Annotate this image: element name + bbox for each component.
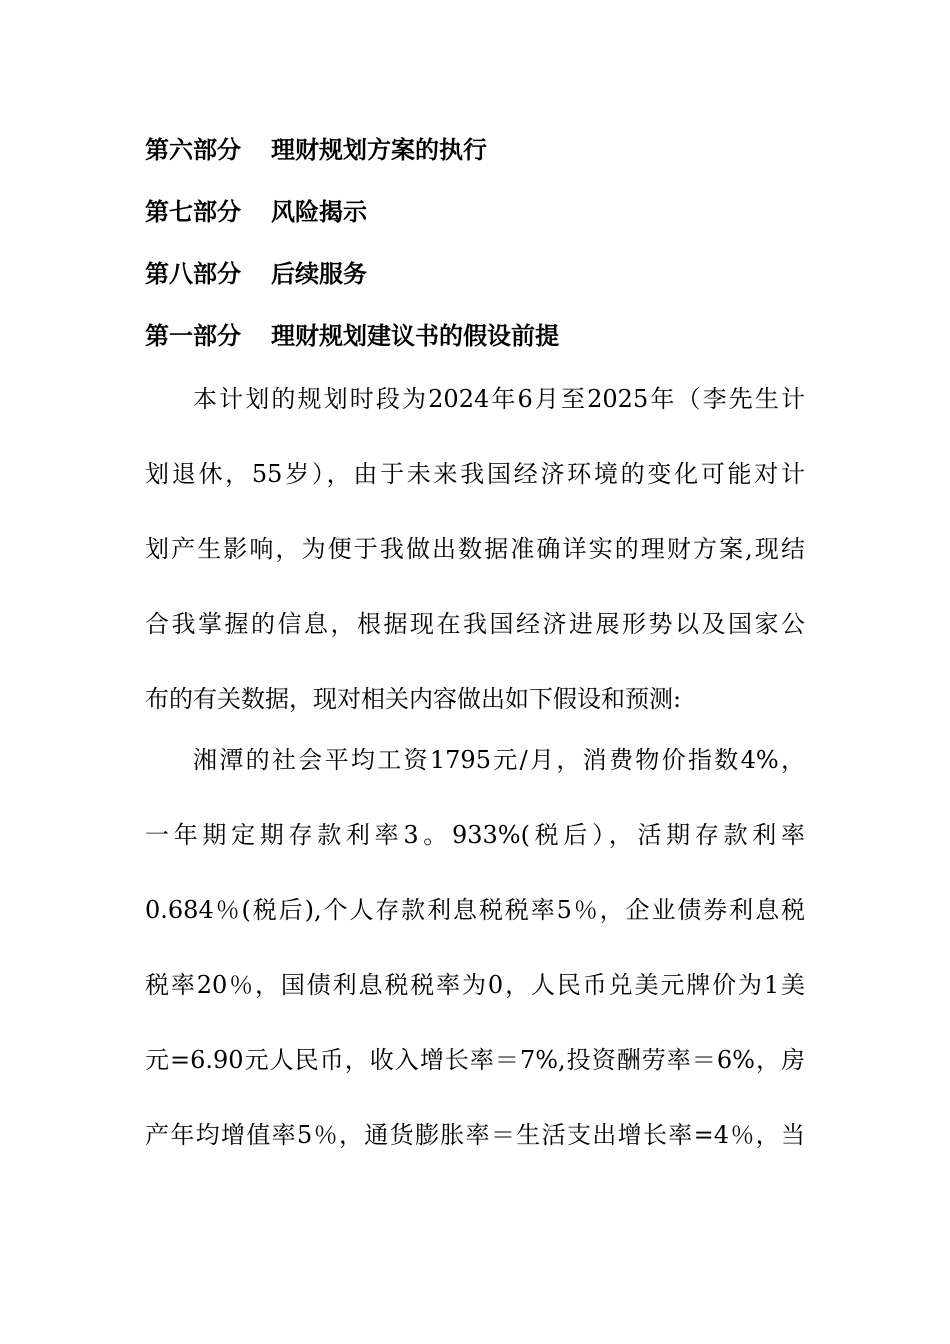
paragraph2-line: 湘潭的社会平均工资1795元/月，消费物价指数4%，	[193, 746, 805, 774]
paragraph2-line: 元=6.90元人民币，收入增长率＝7%,投资酬劳率＝6%，房	[145, 1046, 805, 1074]
toc-entry-7	[145, 197, 825, 227]
paragraph1-line: 布的有关数据，现对相关内容做出如下假设和预测:	[145, 685, 682, 713]
paragraph2-line: 税率20％，国债利息税税率为0，人民币兑美元牌价为1美	[145, 971, 805, 999]
toc-title: 后续服务	[271, 260, 367, 288]
toc-title: 理财规划方案的执行	[271, 136, 487, 164]
paragraph1-line: 本计划的规划时段为2024年6月至2025年（李先生计	[193, 385, 805, 413]
paragraph2-line: 0.684％(税后),个人存款利息税税率5％，企业债券利息税	[145, 896, 805, 924]
section-part-label: 第一部分	[145, 322, 241, 350]
toc-entry-8	[145, 259, 825, 289]
toc-part-label: 第八部分	[145, 260, 241, 288]
section-heading	[145, 321, 825, 351]
toc-title: 风险揭示	[271, 198, 367, 226]
toc-part-label: 第六部分	[145, 136, 241, 164]
toc-entry-6	[145, 135, 825, 165]
paragraph1-line: 划产生影响，为便于我做出数据准确详实的理财方案,现结	[145, 535, 805, 563]
paragraph1-line: 合我掌握的信息，根据现在我国经济进展形势以及国家公	[145, 610, 805, 638]
paragraph2-line: 一年期定期存款利率3。933%(税后），活期存款利率	[145, 821, 805, 849]
section-title: 理财规划建议书的假设前提	[271, 322, 559, 350]
paragraph1-line: 划退休，55岁），由于未来我国经济环境的变化可能对计	[145, 460, 805, 488]
toc-part-label: 第七部分	[145, 198, 241, 226]
paragraph2-line: 产年均增值率5％，通货膨胀率＝生活支出增长率=4％，当	[145, 1121, 805, 1149]
